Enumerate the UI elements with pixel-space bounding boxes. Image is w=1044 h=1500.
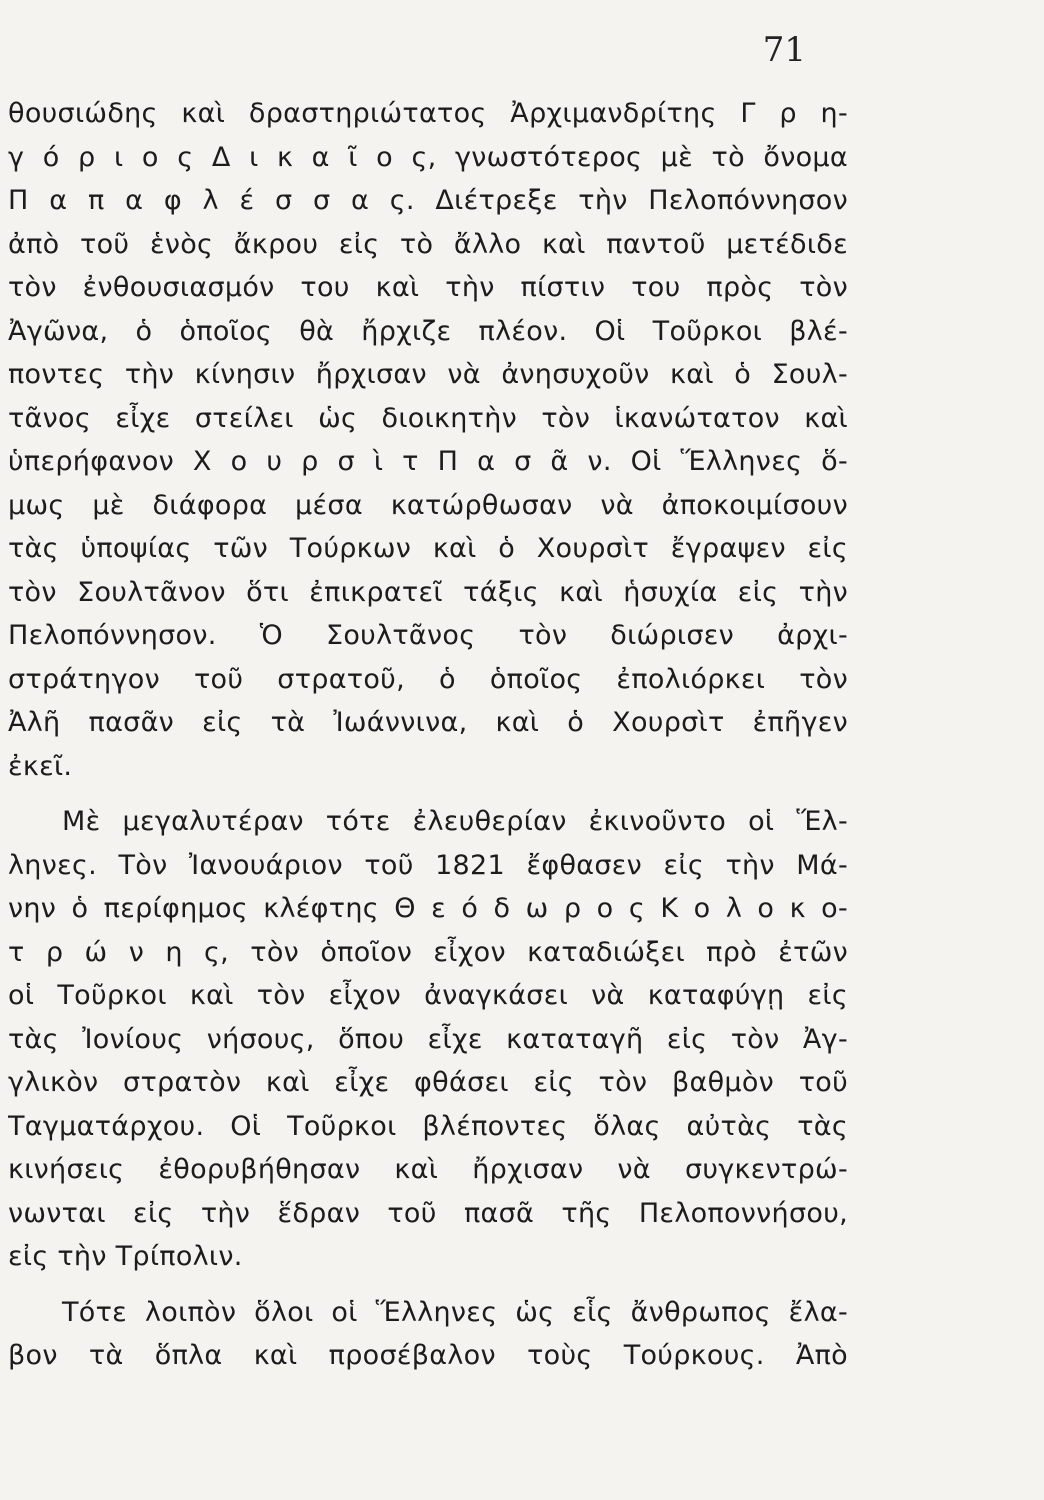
text-line: νην ὁ περίφημος κλέφτης Θ ε ό δ ω ρ ο ς Κ ο λ ο κ ο- [8, 893, 848, 924]
text-line: οἱ Τοῦρκοι καὶ τὸν εἶχον ἀναγκάσει νὰ καταφύγῃ εἰς [8, 980, 848, 1011]
text-line: στράτηγον τοῦ στρατοῦ, ὁ ὁποῖος ἐπολιόρκει τὸν [8, 663, 848, 695]
text-line: τᾶνος εἶχε στείλει ὡς διοικητὴν τὸν ἱκανώτατον καὶ [8, 402, 848, 434]
text-line: τὸν ἐνθουσιασμόν του καὶ τὴν πίστιν του πρὸς τὸν [8, 272, 848, 303]
text-line: Ἀλῆ πασᾶν εἰς τὰ Ἰωάννινα, καὶ ὁ Χουρσὶτ ἐπῆγεν [8, 707, 848, 738]
text-line: γ ό ρ ι ο ς Δ ι κ α ῖ ο ς, γνωστότερος μὲ τὸ ὄνομα [8, 141, 848, 173]
text-line: Ἀγῶνα, ὁ ὁποῖος θὰ ἤρχιζε πλέον. Οἱ Τοῦρκοι βλέ- [8, 315, 848, 347]
text-line: Πελοπόννησον. Ὁ Σουλτᾶνος τὸν διώρισεν ἀρχι- [8, 620, 848, 651]
text-line: ἐκεῖ. [8, 750, 73, 782]
text-line: ληνες. Τὸν Ἰανουάριον τοῦ 1821 ἔφθασεν εἰς τὴν Μά- [8, 849, 848, 881]
paragraph-3 [8, 1291, 848, 1378]
text-line: Ταγματάρχου. Οἱ Τοῦρκοι βλέποντες ὅλας αὐτὰς τὰς [8, 1110, 848, 1142]
text-line: θουσιώδης καὶ δραστηριώτατος Ἀρχιμανδρίτης Γ ρ η- [8, 98, 848, 129]
text-line: νωνται εἰς τὴν ἕδραν τοῦ πασᾶ τῆς Πελοποννήσου, [8, 1197, 848, 1229]
text-line: τὰς Ἰονίους νήσους, ὅπου εἶχε καταταγῆ εἰς τὸν Ἀγ- [8, 1023, 848, 1055]
text-line: Μὲ μεγαλυτέραν τότε ἐλευθερίαν ἐκινοῦντο οἱ Ἕλ- [62, 806, 848, 837]
text-line: εἰς τὴν Τρίπολιν. [8, 1241, 243, 1272]
text-line: γλικὸν στρατὸν καὶ εἶχε φθάσει εἰς τὸν βαθμὸν τοῦ [8, 1067, 848, 1098]
page-number: 71 [762, 30, 806, 70]
text-line: τὰς ὑποψίας τῶν Τούρκων καὶ ὁ Χουρσὶτ ἔγραψεν εἰς [8, 533, 848, 564]
text-line: βον τὰ ὅπλα καὶ προσέβαλον τοὺς Τούρκους. Ἀπὸ [8, 1340, 848, 1371]
paragraph-2 [8, 800, 848, 1279]
text-line: Τότε λοιπὸν ὅλοι οἱ Ἕλληνες ὡς εἷς ἄνθρωπος ἔλα- [62, 1296, 848, 1328]
text-line: ὑπερήφανον Χ ο υ ρ σ ὶ τ Π α σ ᾶ ν. Οἱ Ἕλληνες ὅ- [8, 446, 848, 477]
text-line: κινήσεις ἐθορυβήθησαν καὶ ἤρχισαν νὰ συγκεντρώ- [8, 1154, 848, 1185]
text-line: τὸν Σουλτᾶνον ὅτι ἐπικρατεῖ τάξις καὶ ἡσυχία εἰς τὴν [8, 576, 848, 608]
text-line: ἀπὸ τοῦ ἑνὸς ἄκρου εἰς τὸ ἄλλο καὶ παντοῦ μετέδιδε [8, 228, 848, 260]
text-line: ποντες τὴν κίνησιν ἤρχισαν νὰ ἀνησυχοῦν καὶ ὁ Σουλ- [8, 359, 848, 390]
body-text [8, 92, 848, 1378]
text-line: τ ρ ώ ν η ς, τὸν ὁποῖον εἶχον καταδιώξει πρὸ ἐτῶν [8, 936, 848, 968]
text-line: μως μὲ διάφορα μέσα κατώρθωσαν νὰ ἀποκοιμίσουν [8, 489, 848, 521]
paragraph-1 [8, 92, 848, 788]
text-line: Π α π α φ λ έ σ σ α ς. Διέτρεξε τὴν Πελοπόννησον [8, 185, 848, 216]
